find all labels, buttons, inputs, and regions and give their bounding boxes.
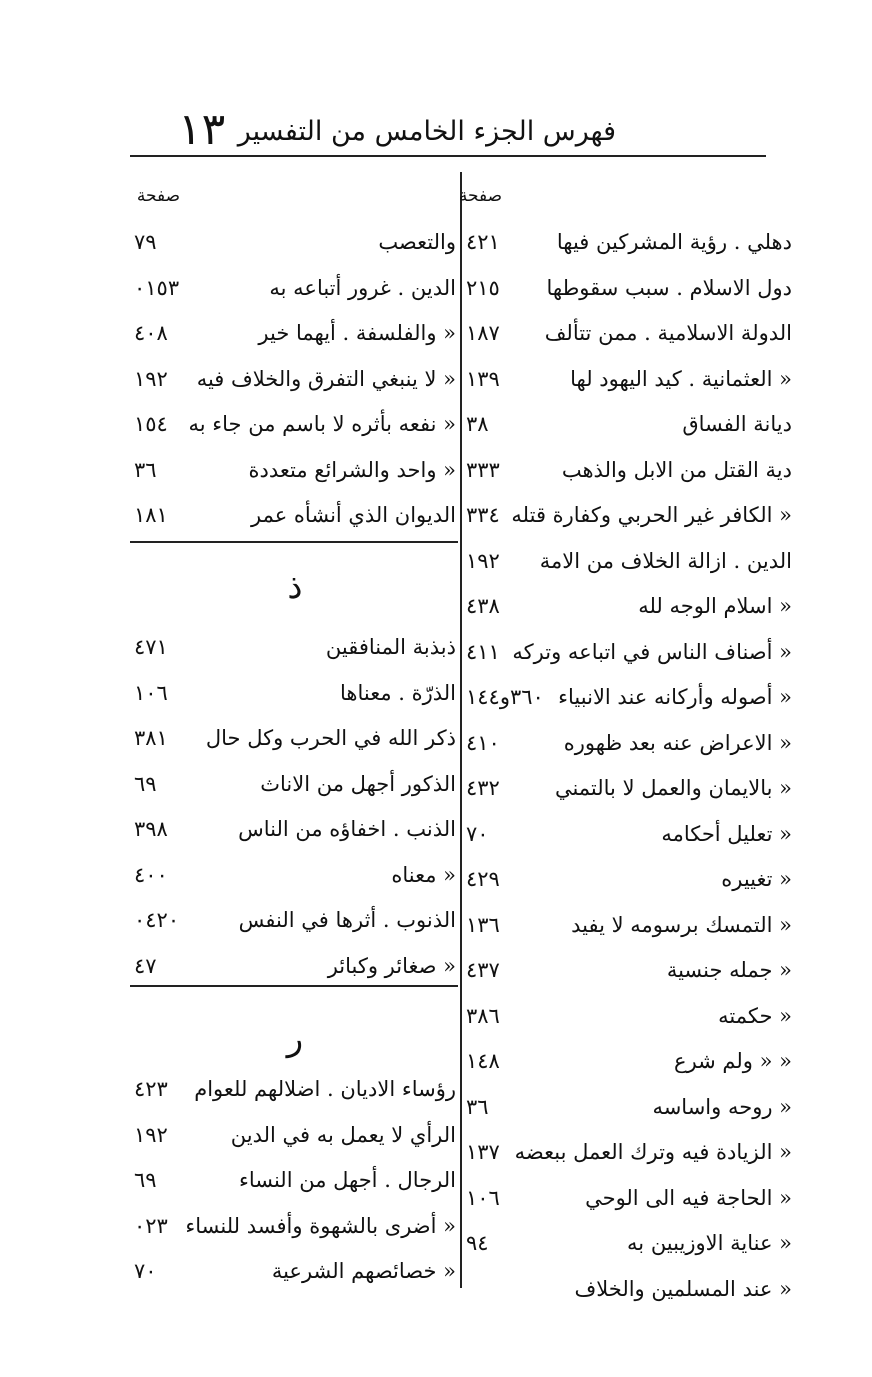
index-entry-term: الذنوب . أثرها في النفس [238,908,456,932]
index-entry-term: « اسلام الوجه لله [638,594,792,618]
index-entry [134,1203,456,1249]
index-entry-term: « روحه واساسه [652,1094,792,1119]
index-entry-page: ٦٩ [134,771,157,796]
index-entry-page: ٤٠٠ [134,862,168,887]
index-entry [466,1084,792,1130]
index-entry [466,811,792,857]
index-entry-term: ذبذبة المنافقين [325,635,456,659]
index-entry-term: « بالايمان والعمل لا بالتمني [554,776,792,800]
index-entry [134,1112,456,1158]
index-entry-page: ٤٠٨ [134,321,168,345]
index-entry-page: ٢١٥ [466,275,500,300]
index-entry-term: « الاعراض عنه بعد ظهوره [563,730,792,755]
index-entry [466,720,792,766]
index-entry [134,219,456,265]
index-entry-page: ٧٩ [134,230,157,254]
index-entry [134,447,456,493]
index-entry-page: ٤٧ [134,953,157,978]
index-entry [466,856,792,902]
index-entry-page: ٣٨١ [134,726,168,750]
index-entry [466,1038,792,1084]
index-entry-page: ٣٦٠و١٤٤ [466,685,544,709]
index-entry-page: ٣٣٣ [466,457,500,482]
index-entry-term: الدولة الاسلامية . ممن تتألف [544,321,792,345]
index-entry-term: الرأي لا يعمل به في الدين [230,1122,456,1147]
index-entry [134,624,456,670]
index-entry [134,943,456,989]
index-entry-term: « الحاجة فيه الى الوحي [585,1185,792,1210]
index-entry-page: ١٠٦ [134,680,168,705]
index-entry-term: « العثمانية . كيد اليهود لها [570,366,792,391]
index-entry-page: ٧٠ [466,821,489,846]
index-entry-term: « أصوله وأركانه عند الانبياء [558,685,792,709]
index-entry-page: ٤١٠ [466,730,500,755]
index-entry-term: دية القتل من الابل والذهب [561,457,792,482]
index-entry-page: ١٨٧ [466,321,500,345]
index-entry-page: ١٣٩ [466,366,500,391]
index-entry [134,492,456,538]
index-entry-term: « أضرى بالشهوة وأفسد للنساء [185,1213,456,1238]
index-entry [466,219,792,265]
index-entry-term: الذكور أجهل من الاناث [260,771,456,796]
left-column-heading: صفحة [136,186,180,206]
index-entry-page: ٣٣٤ [466,503,500,527]
index-entry-term: « أصناف الناس في اتباعه وتركه [512,639,792,664]
index-entry-term: « عناية الاوزيبين به [627,1231,792,1255]
index-entry-term: ذكر الله في الحرب وكل حال [205,726,456,750]
index-entry [466,356,792,402]
index-entry-term: والتعصب [378,230,456,254]
index-entry [466,538,792,584]
index-entry-page: ٤٣٨ [466,594,500,618]
index-entry [466,993,792,1039]
index-entry-term: « الزيادة فيه وترك العمل ببعضه [514,1140,792,1164]
column-divider [460,172,462,1288]
index-entry-term: « صغائر وكبائر [327,953,456,978]
index-entry-page: ٤٢١ [466,230,500,254]
index-entry-page: ٤٣٧ [466,958,500,982]
index-entry-term: رؤساء الاديان . اضلالهم للعوام [194,1077,456,1101]
index-entry [466,765,792,811]
index-entry-term: الذرّة . معناها [339,680,456,705]
index-entry [466,629,792,675]
index-entry-page: ٣٦ [134,457,157,482]
index-entry [134,1066,456,1112]
index-entry-page: ٩٤ [466,1231,489,1255]
index-entry [466,401,792,447]
index-entry-term: الرجال . أجهل من النساء [238,1168,456,1192]
header-rule [130,155,766,157]
index-entry-page: ١٩٢ [134,366,168,391]
index-entry-term: دهلي . رؤية المشركين فيها [556,230,792,254]
index-entry-page: ١٨١ [134,503,168,527]
index-entry [466,492,792,538]
index-entry [466,583,792,629]
index-entry-term: « حكمته [718,1003,792,1028]
index-entry-page: ٤١١ [466,639,500,664]
index-entry [466,902,792,948]
index-entry [134,1248,456,1294]
index-entry [134,401,456,447]
right-column-heading: صفحة [458,186,502,206]
page-header [130,102,766,162]
index-entry-page: ٤٧١ [134,635,168,659]
index-entry [134,310,456,356]
index-entry-page: ١٣٦ [466,912,500,937]
index-entry-page: ٠١٥٣ [134,275,180,300]
index-entry-page: ٣٦ [466,1094,489,1119]
index-entry [134,356,456,402]
index-entry-term: ديانة الفساق [682,412,792,436]
section-separator [130,985,458,987]
index-entry-term: « التمسك برسومه لا يفيد [571,912,792,937]
index-entry-term: « « ولم شرع [674,1049,792,1073]
index-entry [134,761,456,807]
index-entry-term: « تغييره [721,867,792,891]
page-title: فهرس الجزء الخامس من التفسير [237,116,616,147]
index-entry-page: ١٠٦ [466,1185,500,1210]
index-entry [466,310,792,356]
index-entry [134,852,456,898]
index-entry-page: ٤٢٩ [466,867,500,891]
index-entry-term: « تعليل أحكامه [661,821,792,846]
index-entry [134,715,456,761]
index-entry [466,1129,792,1175]
index-entry [466,1220,792,1266]
index-entry [466,1266,792,1312]
index-entry [134,806,456,852]
index-entry-page: ١٩٢ [466,548,500,573]
page-number: ١٣ [178,104,226,155]
index-entry-term: « والفلسفة . أيهما خير [258,321,456,345]
index-entry-page: ١٥٤ [134,412,168,436]
index-entry-term: « الكافر غير الحربي وكفارة قتله [511,503,792,527]
index-entry-page: ٣٩٨ [134,817,168,841]
index-entry-term: دول الاسلام . سبب سقوطها [546,275,792,300]
index-entry [134,670,456,716]
index-entry-page: ٦٩ [134,1168,157,1192]
index-entry-term: « واحد والشرائع متعددة [248,457,456,482]
index-entry-term: الذنب . اخفاؤه من الناس [238,817,456,841]
index-entry-term: « عند المسلمين والخلاف [574,1276,792,1301]
index-entry-term: « لا ينبغي التفرق والخلاف فيه [196,366,456,391]
index-entry-term: الديوان الذي أنشأه عمر [251,503,456,527]
index-entry-term: « نفعه بأثره لا باسم من جاء به [188,412,456,436]
index-entry-term: « معناه [391,862,456,887]
section-separator [130,541,458,543]
index-entry-page: ١٩٢ [134,1122,168,1147]
index-entry [466,947,792,993]
index-entry-page: ٧٠ [134,1259,157,1283]
index-entry-page: ٣٨ [466,412,489,436]
section-letter: ذ [287,567,303,607]
index-entry [466,1175,792,1221]
index-entry-term: الدين . ازالة الخلاف من الامة [539,548,792,573]
index-entry-page: ٣٨٦ [466,1003,500,1028]
index-entry-page: ١٣٧ [466,1140,500,1164]
index-entry-page: ٠٤٢٠ [134,908,180,932]
index-entry-term: الدين . غرور أتباعه به [269,275,456,300]
index-entry-page: ٠٢٣ [134,1213,168,1238]
section-letter: ر [286,1019,304,1059]
index-entry-page: ١٤٨ [466,1049,500,1073]
index-entry [466,447,792,493]
index-entry [466,674,792,720]
index-entry [466,265,792,311]
index-entry [134,897,456,943]
index-entry [134,1157,456,1203]
index-entry-page: ٤٣٢ [466,776,500,800]
index-entry-term: « جمله جنسية [666,958,792,982]
index-entry [134,265,456,311]
index-entry-term: « خصائصهم الشرعية [271,1259,456,1283]
index-entry-page: ٤٢٣ [134,1077,168,1101]
